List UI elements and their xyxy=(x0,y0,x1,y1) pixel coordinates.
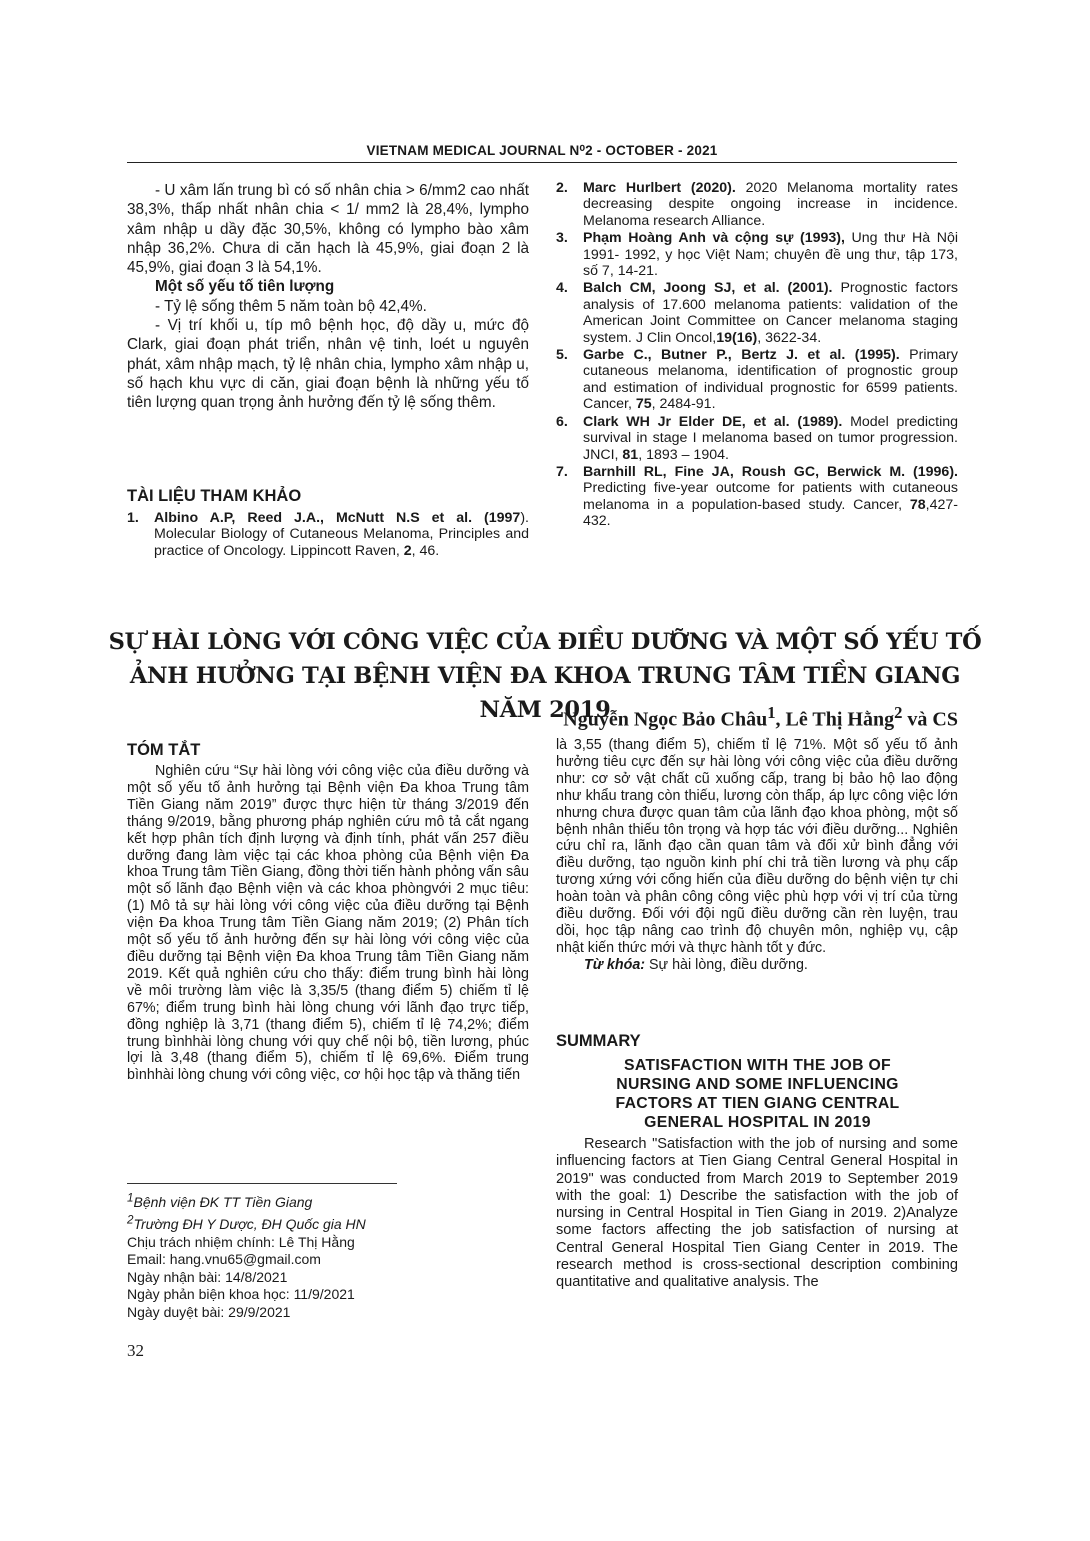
journal-header: VIETNAM MEDICAL JOURNAL N⁰2 - OCTOBER - 2021 xyxy=(366,143,718,158)
author-2: Lê Thị Hằng xyxy=(785,708,895,731)
reference-body: Prognostic factors analysis of 17.600 melanoma patients: validation of the American Joint Committee on Cancer melanoma staging system. J Clin Oncol, xyxy=(583,280,958,346)
reference-volume: 2 xyxy=(403,542,412,559)
reference-body: 2020 Melanoma mortality rates decreasing despite ongoing increase in incidence. Melanoma research Alliance. xyxy=(583,180,959,229)
summary-text: Research "Satisfaction with the job of nursing and some influencing factors at Tien Giang Central General Hospital in 2019" was conducted from March 2019 to September 2019 with the goal: 1) Describe the satisfaction with the job of nursing in Central Hospital in Tien Giang in 2019. 2)Analyze some factors affecting the job satisfaction of nursing at Central General Hospital Tien Giang Center in 2019. The research method is cross-sectional description combining quantitative and qualitative analysis. The xyxy=(556,1136,958,1291)
footnote-affiliation-1 xyxy=(127,1189,366,1211)
reference-number: 3. xyxy=(556,230,568,247)
reference-authors: Marc Hurlbert (2020). xyxy=(583,180,736,196)
results-paragraph: - U xâm lấn trung bì có số nhân chia > 6/mm2 cao nhất 38,3%, thấp nhất nhân chia < 1/ mm2 là 28,4%, lympho xâm nhập u dầy đặc 30,5%, không có lympho bào xâm nhập 36,2%. Chưa di căn hạch là 45,9%, giai đoạn 2 là 45,9%, giai đoạn 3 là 54,1%. xyxy=(127,182,529,277)
references-left xyxy=(127,510,529,560)
abstract-left xyxy=(127,763,529,1084)
reference-pages: , 3622-34. xyxy=(757,329,822,346)
author-1-affiliation: 1 xyxy=(767,703,776,722)
reference-authors: Albino A.P, Reed J.A., McNutt N.S et al. (1997 xyxy=(154,510,521,526)
reference-volume: 81 xyxy=(622,446,639,463)
survival-paragraph: - Tỷ lệ sống thêm 5 năm toàn bộ 42,4%. xyxy=(155,297,427,315)
summary-body xyxy=(556,1136,958,1292)
page-number: 32 xyxy=(127,1341,144,1360)
reference-item xyxy=(556,230,958,279)
reference-number: 6. xyxy=(556,413,568,430)
reference-volume: 19(16) xyxy=(716,329,758,346)
reference-body: Primary cutaneous melanoma, identification of prognostic group and estimation of individual prognostic for 6599 patients. Cancer, xyxy=(583,347,958,413)
author-separator: , xyxy=(775,708,786,731)
reference-authors: Barnhill RL, Fine JA, Roush GC, Berwick M. (1996). xyxy=(583,463,958,480)
reference-item xyxy=(556,414,958,463)
reference-number: 1. xyxy=(127,510,139,526)
reference-number: 5. xyxy=(556,347,568,364)
reference-item xyxy=(127,510,529,559)
reference-body: Ung thư Hà Nội 1991- 1992, y học Việt Nam; chuyên đề ung thư, tập 173, số 7, 14-21. xyxy=(583,230,958,280)
reference-body: ). Molecular Biology of Cutaneous Melanoma, Principles and practice of Oncology. Lippincott Raven, xyxy=(154,510,529,559)
reference-volume: 75 xyxy=(635,396,652,413)
footnote-1-marker: 1 xyxy=(127,1191,134,1204)
reference-authors: Balch CM, Joong SJ, et al. (2001). xyxy=(583,280,833,297)
keywords-values: Sự hài lòng, điều dưỡng. xyxy=(645,956,808,973)
references-heading: TÀI LIỆU THAM KHẢO xyxy=(127,487,302,505)
prognosis-subheading: Một số yếu tố tiên lượng xyxy=(155,278,335,296)
summary-heading: SUMMARY xyxy=(556,1032,641,1050)
reference-number: 2. xyxy=(556,180,568,196)
footnote-2-marker: 2 xyxy=(127,1213,134,1227)
reference-body: Predicting five-year outcome for patients with cutaneous melanoma in a population-based study. Cancer, xyxy=(583,480,958,513)
footnote-rule xyxy=(127,1183,397,1184)
reference-pages: , 1893 – 1904. xyxy=(638,446,729,463)
author-others: và CS xyxy=(902,708,958,731)
reference-pages: ,427-432. xyxy=(583,496,958,530)
reference-item xyxy=(556,347,958,413)
reference-volume: 78 xyxy=(909,496,926,513)
summary-title: SATISFACTION WITH THE JOB OF NURSING AND SOME INFLUENCING FACTORS AT TIEN GIANG CENTRAL GENERAL HOSPITAL IN 2019 xyxy=(615,1057,900,1131)
reference-pages: , 2484-91. xyxy=(651,396,716,413)
abstract-heading: TÓM TẮT xyxy=(127,741,201,759)
date-reviewed: Ngày phản biện khoa học: 11/9/2021 xyxy=(127,1286,355,1303)
article-title-line-2: ẢNH HƯỞNG TẠI BỆNH VIỆN ĐA KHOA TRUNG TÂM TIỀN GIANG NĂM 2019 xyxy=(129,663,961,723)
article-title-line-1: SỰ HÀI LÒNG VỚI CÔNG VIỆC CỦA ĐIỀU DƯỠNG VÀ MỘT SỐ YẾU TỐ xyxy=(108,629,982,655)
prognosis-factors-paragraph: - Vị trí khối u, típ mô bệnh học, độ dầy u, mức độ Clark, giai đoạn phát triển, nhân vệ tinh, loét u nguyên phát, xâm nhập mạch, tỷ lệ nhân chia, lympho xâm nhập u, số hạch khu vực di căn, giai đoạn bệnh là những yếu tố tiên lượng quan trọng ảnh hưởng đến tỷ lệ sống thêm. xyxy=(127,317,529,412)
author-2-affiliation: 2 xyxy=(894,703,903,722)
date-accepted: Ngày duyệt bài: 29/9/2021 xyxy=(127,1303,291,1320)
footnote-affiliation-2 xyxy=(127,1211,366,1233)
reference-authors: Garbe C., Butner P., Bertz J. et al. (1995). xyxy=(583,347,900,364)
keywords xyxy=(556,957,958,974)
keywords-label: Từ khóa: xyxy=(584,956,646,973)
header-rule xyxy=(127,162,957,163)
footnotes xyxy=(127,1189,366,1321)
date-received: Ngày nhận bài: 14/8/2021 xyxy=(127,1268,288,1285)
footnote-2-text: Trường ĐH Y Dược, ĐH Quốc gia HN xyxy=(133,1215,366,1232)
reference-item xyxy=(556,180,958,229)
reference-number: 4. xyxy=(556,280,568,297)
reference-pages: , 46. xyxy=(411,542,440,559)
email: Email: hang.vnu65@gmail.com xyxy=(127,1251,321,1268)
reference-item xyxy=(556,464,958,530)
corresponding-author: Chịu trách nhiệm chính: Lê Thị Hằng xyxy=(127,1233,355,1250)
reference-authors: Phạm Hoàng Anh và cộng sự (1993), xyxy=(583,230,845,247)
reference-body: Model predicting survival in stage I melanoma based on tumor progression. JNCI, xyxy=(583,413,959,463)
abstract-right xyxy=(556,737,958,974)
references-right xyxy=(556,180,958,531)
footnote-1-text: Bệnh viện ĐK TT Tiền Giang xyxy=(133,1193,313,1210)
prev-article-left-column xyxy=(127,181,529,413)
reference-number: 7. xyxy=(556,463,568,480)
author-1: Nguyễn Ngọc Bảo Châu xyxy=(563,708,768,731)
abstract-text-left: Nghiên cứu “Sự hài lòng với công việc của điều dưỡng và một số yếu tố ảnh hưởng tại Bệnh viện Đa khoa Trung tâm Tiền Giang năm 2019” được thực hiện từ tháng 3/2019 đến tháng 9/2019, bằng phương pháp nghiên cứu mô tả cắt ngang kết hợp phân tích định lượng và định tính, phát vấn 257 điều dưỡng đang làm việc tại các khoa phòng của Bệnh viện Đa khoa Trung tâm Tiền Giang, đồng thời tiến hành phỏng vấn sâu một số lãnh đạo Bệnh viện và các khoa phòngvới 2 mục tiêu: (1) Mô tả sự hài lòng với công việc của điều dưỡng tại Bệnh viện Đa khoa Trung tâm Tiền Giang năm 2019; (2) Phân tích một số yếu tố ảnh hưởng đến sự hài lòng với công việc của điều dưỡng tại Bệnh viện Đa khoa Trung tâm Tiền Giang năm 2019. Kết quả nghiên cứu cho thấy: điểm trung bình hài lòng về môi trường làm việc là 3,35/5 (thang điểm 5) chiếm tỉ lệ 67%; điểm trung bình hài lòng chung với lãnh đạo trực tiếp, đồng nghiệp là 3,71 (thang điểm 5), chiếm tỉ lệ 74,2%; điểm trung bìnhhài lòng chung với quy chế nội bộ, tiền lương, phúc lợi là 3,48 (thang điểm 5), chiếm tỉ lệ 69,6%. Điểm trung bìnhhài lòng chung với công việc, cơ hội học tập và thăng tiến xyxy=(127,763,529,1084)
reference-item xyxy=(556,280,958,346)
reference-authors: Clark WH Jr Elder DE, et al. (1989). xyxy=(583,413,843,430)
abstract-text-right: là 3,55 (thang điểm 5), chiếm tỉ lệ 71%. Một số yếu tố ảnh hưởng tiêu cực đến sự hài lòng với công việc của điều dưỡng như: cơ sở vật chất cũ xuống cấp, trang bị bảo hộ lao động như khẩu trang còn thiếu, lương còn thấp, áp lực công việc lớn nhưng chưa được quan tâm của lãnh đạo khoa phòng, một số bệnh nhân thiếu tôn trọng và hợp tác với điều dưỡng... Nghiên cứu chỉ ra, lãnh đạo cần quan tâm và đối xử bình đẳng với điều dưỡng, tạo nguồn kinh phí chi trả tiền lương và phụ cấp tương xứng với cống hiến của điều dưỡng do bệnh viện tự chi hoàn toàn và phân công công việc phù hợp với vị trí của từng điều dưỡng. Đối với đội ngũ điều dưỡng cần rèn luyện, trau dồi, học tập nâng cao trình độ chuyên môn, nghiệp vụ, cập nhật kiến thức mới và thực hành tốt y đức. xyxy=(556,737,958,956)
authors xyxy=(563,703,958,732)
